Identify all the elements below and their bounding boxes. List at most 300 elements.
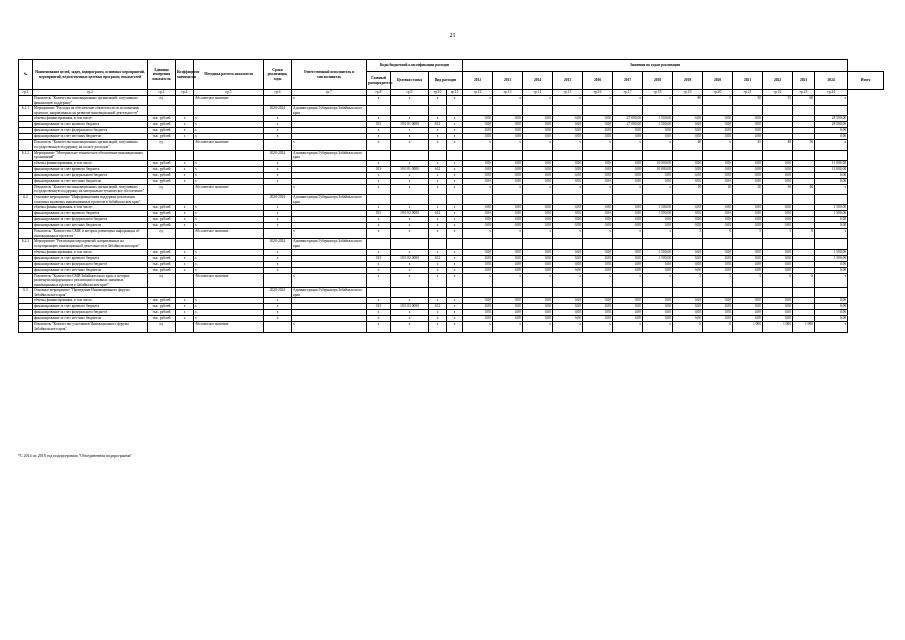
table-cell	[264, 273, 292, 288]
table-cell: x	[367, 140, 391, 150]
table-cell: 0,00	[553, 134, 583, 140]
table-cell: 0,00	[733, 178, 763, 184]
table-cell: Абсолютное значение	[194, 140, 264, 150]
table-cell: финансирование за счет федерального бюджета	[33, 172, 148, 178]
table-cell	[733, 106, 763, 116]
table-cell: 0,00	[643, 178, 673, 184]
table-cell: x	[264, 134, 292, 140]
table-cell: x	[447, 211, 463, 217]
header-year: 2016	[583, 72, 613, 90]
table-cell: 0,00	[703, 304, 733, 310]
table-cell: x	[429, 316, 447, 322]
table-cell: 0,00	[463, 261, 493, 267]
table-cell	[583, 106, 613, 116]
table-cell: x	[447, 134, 463, 140]
table-cell: x	[447, 223, 463, 229]
table-cell: 0,00	[703, 316, 733, 322]
table-cell: 0,00	[583, 166, 613, 172]
table-cell: 2020-2024	[264, 194, 292, 204]
table-cell	[493, 150, 523, 160]
table-cell: 0,00	[643, 316, 673, 322]
table-cell: x	[643, 229, 673, 239]
table-cell: 0,00	[763, 160, 793, 166]
table-cell: Мероприятие "Материально-техническое обеспечение инновационных организаций"	[33, 150, 148, 160]
table-cell: x	[367, 267, 391, 273]
table-cell: 0,00	[733, 211, 763, 217]
table-cell: тыс. рублей	[148, 223, 176, 229]
table-cell: 0,00	[673, 261, 703, 267]
table-cell: 0,00	[815, 310, 848, 316]
table-cell: 0,00	[463, 172, 493, 178]
table-cell: 0,00	[583, 223, 613, 229]
table-cell: 0,00	[703, 249, 733, 255]
table-cell: тыс. рублей	[148, 316, 176, 322]
table-cell: x	[367, 134, 391, 140]
table-cell: 0,00	[703, 298, 733, 304]
table-cell: Администрация Губернатора Забайкальского края	[292, 150, 367, 160]
table-cell: ед.	[148, 140, 176, 150]
table-cell	[553, 150, 583, 160]
table-cell: 0,00	[583, 116, 613, 122]
table-cell: 0,00	[553, 178, 583, 184]
table-cell: x	[493, 273, 523, 288]
table-cell: x	[447, 273, 463, 288]
table-cell: x	[194, 134, 264, 140]
table-cell	[19, 96, 33, 106]
table-cell: x	[391, 249, 429, 255]
table-cell: x	[643, 184, 673, 194]
table-cell: 0,00	[583, 261, 613, 267]
table-cell: x	[391, 316, 429, 322]
table-cell: x	[391, 178, 429, 184]
table-cell: 0,00	[763, 249, 793, 255]
table-cell: x	[523, 322, 553, 332]
header-total: Итого	[848, 72, 884, 90]
table-cell: 0,00	[463, 128, 493, 134]
table-cell: 2020-2024	[264, 239, 292, 249]
table-cell: 0,00	[553, 316, 583, 322]
table-cell: ед.	[148, 96, 176, 106]
table-cell: x	[391, 310, 429, 316]
table-cell: x	[447, 267, 463, 273]
table-cell: 013	[367, 255, 391, 261]
table-cell	[176, 140, 194, 150]
table-cell: x	[367, 261, 391, 267]
table-cell: 0,00	[613, 261, 643, 267]
table-cell: x	[292, 273, 367, 288]
table-cell: x	[447, 310, 463, 316]
table-cell	[643, 288, 673, 298]
table-cell: 1 500,00	[643, 205, 673, 211]
table-cell: 2020-2024	[264, 288, 292, 298]
table-cell: 0,00	[763, 310, 793, 316]
table-cell: x	[447, 96, 463, 106]
table-cell: 6.3	[19, 288, 33, 298]
table-cell: x	[447, 116, 463, 122]
table-cell: 0,00	[553, 249, 583, 255]
table-cell: x	[523, 96, 553, 106]
table-cell: x	[815, 229, 848, 239]
table-cell: 30	[763, 184, 793, 194]
table-cell: Показатель "Количество инновационных организаций, получивших государственную поддержку на оплату расходов"	[33, 140, 148, 150]
table-cell: x	[264, 116, 292, 122]
table-cell: 0,00	[523, 122, 553, 128]
table-cell: тыс. рублей	[148, 116, 176, 122]
table-cell: 0,00	[553, 304, 583, 310]
table-cell: 0,00	[673, 304, 703, 310]
table-cell: 0	[673, 322, 703, 332]
table-cell: 0,00	[553, 211, 583, 217]
table-cell	[19, 322, 33, 332]
table-cell: Показатель "Количество инновационных организаций, получивших государственную поддержку на материально-техническое обеспечение"	[33, 184, 148, 194]
table-cell: x	[176, 116, 194, 122]
table-cell: 0,00	[523, 134, 553, 140]
table-cell: 0,00	[583, 298, 613, 304]
table-cell	[429, 150, 447, 160]
table-cell: x	[176, 255, 194, 261]
table-cell: 2020-2024	[264, 150, 292, 160]
table-cell: x	[447, 205, 463, 211]
header-year: 2024	[815, 72, 848, 90]
table-cell: 28 500,00	[815, 116, 848, 122]
table-cell: x	[447, 261, 463, 267]
table-cell: x	[429, 229, 447, 239]
column-number: гр.11	[447, 90, 463, 96]
table-cell: 0,00	[703, 217, 733, 223]
table-cell	[194, 150, 264, 160]
table-cell: 0,00	[553, 223, 583, 229]
table-cell: тыс. рублей	[148, 122, 176, 128]
table-cell: 0,00	[815, 267, 848, 273]
table-cell: x	[176, 261, 194, 267]
table-cell: x	[429, 96, 447, 106]
table-cell: 0,00	[703, 211, 733, 217]
table-cell: x	[367, 273, 391, 288]
item-row	[19, 150, 884, 160]
table-cell: x	[553, 140, 583, 150]
table-cell: 0,00	[733, 304, 763, 310]
table-cell: 48	[763, 140, 793, 150]
table-cell: x	[367, 184, 391, 194]
table-cell: x	[613, 273, 643, 288]
table-cell: x	[264, 310, 292, 316]
page-number: 21	[449, 33, 456, 39]
table-cell: 0,00	[523, 172, 553, 178]
table-cell	[463, 288, 493, 298]
header-year: 2020	[703, 72, 733, 90]
column-number: гр.14	[523, 90, 553, 96]
table-cell	[553, 239, 583, 249]
table-cell	[815, 194, 848, 204]
table-cell: 0,00	[673, 122, 703, 128]
item-row	[19, 184, 884, 194]
table-cell: x	[176, 267, 194, 273]
table-cell: 0,00	[733, 116, 763, 122]
table-cell	[391, 150, 429, 160]
table-cell: x	[463, 140, 493, 150]
table-cell: x	[463, 273, 493, 288]
table-cell	[194, 288, 264, 298]
table-cell: x	[643, 322, 673, 332]
table-cell: x	[493, 140, 523, 150]
table-cell: x	[613, 184, 643, 194]
table-cell: x	[523, 140, 553, 150]
table-cell: x	[292, 229, 367, 239]
item-row	[19, 229, 884, 239]
table-cell	[523, 239, 553, 249]
table-cell	[176, 184, 194, 194]
table-cell: x	[176, 178, 194, 184]
table-cell: финансирование за счет федерального бюджета	[33, 310, 148, 316]
table-cell: финансирование за счет краевого бюджета	[33, 255, 148, 261]
column-number: гр.5	[194, 90, 264, 96]
table-cell: 0,00	[703, 223, 733, 229]
table-cell: 0,00	[763, 261, 793, 267]
table-cell: x	[429, 267, 447, 273]
table-cell: x	[447, 178, 463, 184]
table-cell: x	[194, 128, 264, 134]
header-responsible: Ответственный исполнитель и соисполнитель	[292, 60, 367, 90]
table-cell	[19, 184, 33, 194]
table-cell: 10 000,00	[643, 166, 673, 172]
table-cell	[703, 288, 733, 298]
table-cell: x	[194, 205, 264, 211]
table-cell: x	[264, 304, 292, 310]
table-cell: x	[264, 211, 292, 217]
table-cell	[447, 150, 463, 160]
table-cell: 0,00	[673, 249, 703, 255]
table-cell: Администрация Губернатора Забайкальского края	[292, 106, 367, 116]
table-cell: 0,00	[673, 178, 703, 184]
table-cell	[19, 229, 33, 239]
table-cell: 19 0 02 0000	[391, 211, 429, 217]
table-cell: x	[391, 205, 429, 211]
table-cell: 6	[793, 229, 815, 239]
table-cell: x	[815, 273, 848, 288]
table-cell: x	[176, 223, 194, 229]
table-cell: x	[176, 128, 194, 134]
table-cell: 0,00	[553, 267, 583, 273]
table-cell: 0,00	[493, 122, 523, 128]
table-cell: 1 500,00	[815, 249, 848, 255]
table-cell: 0,00	[463, 205, 493, 211]
table-cell: 0,00	[643, 217, 673, 223]
column-number: гр.12	[463, 90, 493, 96]
table-cell: 11 000,00	[815, 166, 848, 172]
table-cell: x	[391, 229, 429, 239]
table-cell: ед.	[148, 273, 176, 288]
table-cell: x	[176, 217, 194, 223]
table-cell: 0,00	[523, 316, 553, 322]
table-cell	[463, 150, 493, 160]
table-cell: x	[447, 140, 463, 150]
table-cell	[148, 194, 176, 204]
header-year: 2019	[673, 72, 703, 90]
table-cell: Показатель "Количество участников Инновационного форума Забайкальского края"	[33, 322, 148, 332]
table-cell: 0,00	[703, 134, 733, 140]
table-cell: 0,00	[815, 134, 848, 140]
table-cell: x	[194, 178, 264, 184]
item-row	[19, 273, 884, 288]
table-cell: x	[429, 205, 447, 211]
column-number: гр.1	[19, 90, 33, 96]
table-cell: 0,00	[643, 223, 673, 229]
table-cell: 1 500,00	[643, 211, 673, 217]
table-cell: 0,00	[673, 223, 703, 229]
table-cell: x	[523, 184, 553, 194]
table-cell	[367, 150, 391, 160]
table-cell: 19 0 01 0000	[391, 166, 429, 172]
table-cell: 0,00	[763, 304, 793, 310]
table-cell	[815, 288, 848, 298]
table-cell: тыс. рублей	[148, 134, 176, 140]
table-cell: 0,00	[553, 261, 583, 267]
table-cell: 0,00	[733, 249, 763, 255]
table-cell	[703, 106, 733, 116]
table-cell: финансирование за счет местных бюджетов	[33, 316, 148, 322]
table-cell: 0,00	[553, 255, 583, 261]
table-cell: 0,00	[493, 172, 523, 178]
table-cell: 0,00	[673, 116, 703, 122]
column-number: гр.19	[673, 90, 703, 96]
table-cell: 0,00	[583, 178, 613, 184]
header-year: 2018	[643, 72, 673, 90]
table-cell: x	[264, 255, 292, 261]
table-cell	[613, 150, 643, 160]
table-cell: 1 500,00	[643, 116, 673, 122]
table-cell	[176, 106, 194, 116]
table-cell: x	[429, 128, 447, 134]
table-cell: x	[367, 229, 391, 239]
table-cell: x	[643, 140, 673, 150]
table-cell: x	[176, 249, 194, 255]
table-cell: 1 500,00	[815, 255, 848, 261]
table-cell: тыс. рублей	[148, 249, 176, 255]
table-cell: 0,00	[463, 116, 493, 122]
table-cell: x	[703, 140, 733, 150]
table-cell: x	[391, 128, 429, 134]
table-cell: 0,00	[493, 160, 523, 166]
table-cell: x	[176, 134, 194, 140]
table-cell: x	[815, 322, 848, 332]
table-cell: 0,00	[463, 122, 493, 128]
table-cell: x	[194, 172, 264, 178]
table-cell	[447, 106, 463, 116]
table-cell: Абсолютное значение	[194, 273, 264, 288]
table-cell: 0,00	[463, 211, 493, 217]
table-cell: 0,00	[523, 255, 553, 261]
table-cell: 0	[703, 229, 733, 239]
table-cell: 612	[429, 122, 447, 128]
table-cell: 0,00	[463, 249, 493, 255]
table-cell: x	[429, 184, 447, 194]
table-cell: 0,00	[613, 249, 643, 255]
column-number: гр.23	[793, 90, 815, 96]
table-cell: 0,00	[613, 316, 643, 322]
table-cell: x	[391, 223, 429, 229]
table-cell: 1 500,00	[643, 249, 673, 255]
header-budget-grbs: Главный распорядитель	[367, 72, 391, 90]
table-cell: 0,00	[763, 172, 793, 178]
table-cell: x	[194, 298, 264, 304]
table-cell: 0,00	[703, 122, 733, 128]
table-cell: x	[493, 96, 523, 106]
table-cell: финансирование за счет краевого бюджета	[33, 304, 148, 310]
table-cell: x	[429, 134, 447, 140]
table-cell: x	[447, 184, 463, 194]
table-cell: тыс. рублей	[148, 217, 176, 223]
table-cell: 612	[429, 211, 447, 217]
table-cell: x	[367, 128, 391, 134]
table-cell: ед.	[148, 322, 176, 332]
table-cell: Администрация Губернатора Забайкальского края	[292, 288, 367, 298]
table-cell: финансирование за счет местных бюджетов	[33, 267, 148, 273]
table-cell: 0,00	[703, 255, 733, 261]
table-cell: 013	[367, 304, 391, 310]
table-cell: 0,00	[815, 172, 848, 178]
column-number: гр.24	[815, 90, 848, 96]
table-cell: x	[391, 172, 429, 178]
table-cell: x	[523, 229, 553, 239]
table-cell: 0,00	[583, 217, 613, 223]
table-cell: 0,00	[613, 217, 643, 223]
table-cell: x	[194, 116, 264, 122]
table-cell: 0,00	[733, 255, 763, 261]
table-cell: объемы финансирования, в том числе:	[33, 205, 148, 211]
table-cell: 0,00	[673, 134, 703, 140]
program-table	[18, 59, 884, 333]
table-cell	[613, 288, 643, 298]
table-cell: 0,00	[673, 255, 703, 261]
table-cell: 0,00	[733, 267, 763, 273]
table-cell: 0,00	[703, 178, 733, 184]
table-cell	[19, 273, 33, 288]
header-year: 2013	[493, 72, 523, 90]
table-cell: 0,00	[703, 267, 733, 273]
item-row	[19, 322, 884, 332]
table-cell: тыс. рублей	[148, 255, 176, 261]
table-cell	[463, 239, 493, 249]
table-cell	[264, 322, 292, 332]
table-cell: 0,00	[493, 249, 523, 255]
table-cell	[493, 106, 523, 116]
table-cell: x	[176, 172, 194, 178]
table-cell: 0,00	[673, 128, 703, 134]
table-cell: 0,00	[493, 255, 523, 261]
table-cell: тыс. рублей	[148, 261, 176, 267]
table-cell: ед.	[148, 229, 176, 239]
table-cell: объемы финансирования, в том числе:	[33, 116, 148, 122]
table-cell: объемы финансирования, в том числе:	[33, 160, 148, 166]
table-cell: x	[264, 316, 292, 322]
table-cell: x	[447, 255, 463, 261]
table-cell: x	[367, 322, 391, 332]
header-year: 2022	[763, 72, 793, 90]
table-cell: тыс. рублей	[148, 160, 176, 166]
table-cell: 0,00	[643, 134, 673, 140]
header-budget-article: Целевая статья	[391, 72, 429, 90]
table-cell: 0,00	[763, 211, 793, 217]
table-cell: x	[391, 217, 429, 223]
table-cell: 0,00	[553, 310, 583, 316]
table-cell: 0,00	[733, 223, 763, 229]
table-cell: финансирование за счет местных бюджетов	[33, 223, 148, 229]
table-cell: Показатель "Количество СМИ Забайкальского края, в которых размещена информация о реализации основных значимых инновационных проектов в Забайкальском крае"	[33, 273, 148, 288]
table-cell	[793, 288, 815, 298]
table-cell: 0,00	[553, 128, 583, 134]
table-cell: 6.1.2	[19, 150, 33, 160]
table-cell: 10	[703, 184, 733, 194]
